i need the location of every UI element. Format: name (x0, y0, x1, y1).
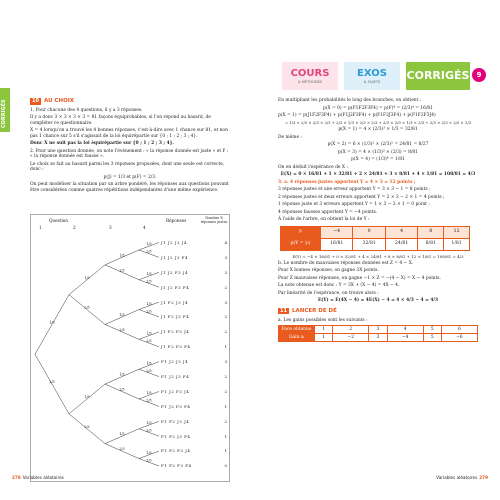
outcome-seq: J1 J2 F3 J4 (161, 269, 189, 275)
tree-row (161, 399, 227, 414)
footer-label-left: Variables aléatoires (22, 474, 64, 480)
outcome-seq: F1 J2 J3 F4 (161, 373, 190, 379)
chapter-badge: 9 (472, 68, 486, 82)
section-nav (282, 62, 470, 90)
section-title: LANCER DE DÉ (291, 307, 337, 314)
paragraph: Par linéarité de l'espérance, on trouve alors : (278, 290, 379, 296)
branch-probability: 1/3 (146, 331, 152, 336)
branch-probability: 2/3 (146, 428, 152, 433)
tab-cours-title: COURS (290, 67, 330, 79)
table-cell: 8/81 (418, 238, 444, 250)
tree-row (161, 339, 227, 354)
table-row (281, 238, 470, 250)
outcome-seq: F1 J2 F3 J4 (161, 388, 190, 394)
tree-row (161, 354, 227, 369)
branch-probability: 2/3 (146, 309, 152, 314)
outcome-seq: F1 F2 F3 J4 (161, 448, 191, 454)
outcome-x: 2 (224, 329, 227, 335)
tree-level-1: 1 (39, 225, 42, 230)
side-tab-label: CORRIGÉS (1, 99, 7, 128)
branch-probability: 1/3 (84, 275, 90, 280)
equation: E(X) = 0 × 16/81 + 1 × 32/81 + 2 × 24/81 + 3 × 8/81 + 4 × 1/81 = 108/81 = 4/3 (280, 172, 476, 178)
paragraph (278, 180, 478, 186)
outcome-seq: J1 J2 J3 F4 (161, 254, 189, 260)
tree-header-reponses: Réponses (166, 218, 187, 223)
section-title: AU CHOIX (43, 98, 75, 104)
paragraph: Le choix se fait au hasard parmi les 3 réponses proposées, dont une seule est correcte, donc : (30, 161, 225, 173)
table-cell: 4 (387, 326, 423, 334)
tree-row (161, 265, 227, 280)
tab-cours-sub: & MÉTHODES (297, 80, 323, 84)
footer-left (10, 475, 64, 480)
equation: = 1/3 × 2/3 × 2/3 × 2/3 + 2/3 × 1/3 × 2/3 × 2/3 + 2/3 × 2/3 × 1/3 × 2/3 + 2/3 × 2/3 × 2/3 × 1/3 (284, 119, 472, 125)
tab-exos[interactable] (344, 62, 400, 90)
tree-outcomes (161, 235, 227, 473)
equation: p(X = 2) = 6 × (1/3)² × (2/3)² = 24/81 = 8/27 (327, 142, 429, 148)
paragraph: 3 réponses justes et une erreur apportent Y = 3 × 3 − 1 = 8 points ; (278, 187, 431, 193)
table-cell: 8 (418, 226, 444, 238)
table-cell: 3 (369, 334, 387, 342)
tree-row (161, 250, 227, 265)
outcome-x: 3 (224, 299, 227, 305)
branch-probability: 1/3 (119, 313, 125, 317)
tree-header-question: Question (49, 218, 68, 223)
branch-probability: 1/3 (119, 253, 125, 258)
outcome-seq: F1 J2 F3 F4 (161, 403, 191, 409)
branch-probability: 1/3 (49, 320, 55, 325)
branch-probability: 2/3 (119, 387, 125, 392)
tree-row (161, 295, 227, 310)
table-cell: 16/81 (321, 238, 353, 250)
outcome-x: 2 (224, 284, 227, 290)
branch-probability: 2/3 (49, 380, 55, 385)
section-number: 11 (280, 308, 287, 315)
paragraph: 2 réponses justes et deux erreurs apportent Y = 2 × 3 − 2 × 1 = 4 points ; (278, 194, 445, 200)
table-cell: 3 (369, 326, 387, 334)
table-cell: −2 (333, 334, 369, 342)
table-cell: 4 (385, 226, 417, 238)
outcome-seq: F1 F2 J3 J4 (161, 418, 190, 424)
paragraph: 1. Pour chacune des 4 questions, il y a 3 réponses. (30, 107, 143, 113)
tree-branch (69, 414, 105, 444)
footer-label-right: Variables aléatoires (436, 474, 478, 480)
paragraph: a. Les gains possibles sont les suivants : (278, 317, 368, 323)
section-10-header (30, 98, 230, 105)
probability-tree (30, 214, 230, 482)
page-number-left: 278 (12, 474, 21, 480)
tree-row (161, 429, 227, 444)
left-column (30, 98, 230, 195)
outcome-x: 2 (224, 388, 227, 394)
paragraph: Pour Z mauvaises réponses, on gagne −1 × Z = −(4 − X) = X − 4 points. (278, 275, 441, 281)
outcome-seq: J1 J2 F3 F4 (161, 284, 190, 290)
equation: p(J) = 1/3 et p(F) = 2/3. (103, 174, 157, 180)
q3a-text: 3. a. 4 réponses justes apportent Y = 4 × 3 = 12 points ; (278, 179, 416, 185)
tab-exos-sub: & SUJETS (363, 80, 381, 84)
paragraph: À l'aide de l'arbre, on obtient la loi de Y : (278, 217, 370, 223)
paragraph: De même : (278, 134, 302, 140)
table-cell: −4 (387, 334, 423, 342)
table-cell: 6 (441, 326, 477, 334)
table-cell: −6 (441, 334, 477, 342)
outcome-x: 3 (224, 254, 227, 260)
branch-probability: 2/3 (146, 339, 152, 344)
equation: E(Y) = E(4X − 4) = 4E(X) − 4 = 4 × 4/3 − 4 = 4/3 (317, 298, 439, 304)
branch-probability: 2/3 (119, 327, 125, 332)
table-cell: 5 (423, 334, 441, 342)
footer-right (436, 475, 490, 480)
branch-probability: 2/3 (146, 249, 152, 254)
table-cell: 1 (315, 326, 333, 334)
table-header: Face obtenue (279, 326, 315, 334)
tab-corriges-title: CORRIGÉS (406, 69, 470, 83)
outcome-x: 3 (224, 359, 227, 365)
table-cell: 24/81 (385, 238, 417, 250)
table-header: Gain xᵢ (279, 334, 315, 342)
distribution-table-y (280, 226, 470, 251)
tree-branch (105, 384, 139, 399)
table-row (279, 326, 478, 334)
outcome-seq: J1 F2 J3 J4 (161, 299, 189, 305)
tree-level-2: 2 (73, 225, 76, 230)
tab-corriges[interactable] (406, 62, 470, 90)
tree-level-3: 3 (109, 225, 112, 230)
table-header: p(Y = yᵢ) (281, 238, 321, 250)
right-column (278, 98, 478, 342)
branch-probability: 2/3 (119, 447, 125, 452)
branch-probability: 2/3 (146, 368, 152, 373)
tree-row (161, 235, 227, 250)
outcome-x: 2 (224, 314, 227, 320)
outcome-x: 3 (224, 269, 227, 275)
branch-probability: 2/3 (84, 305, 90, 310)
branch-probability: 2/3 (146, 279, 152, 284)
tree-row (161, 384, 227, 399)
branch-probability: 2/3 (146, 458, 152, 463)
paragraph: Pour X bonnes réponses, on gagne 3X points. (278, 268, 379, 274)
tree-row (161, 369, 227, 384)
table-row (281, 226, 470, 238)
tree-row (161, 309, 227, 324)
section-number: 10 (32, 98, 39, 105)
paragraph: 2. Pour une question donnée, on note l'évènement : « la réponse donnée est juste » et F : « la réponse donnée est fausse ». (30, 148, 229, 160)
tab-exos-title: EXOS (357, 67, 387, 79)
table-cell: 32/81 (353, 238, 385, 250)
paragraph: On peut modéliser la situation par un arbre pondéré, les réponses aux questions pouvant être considérées comme quatres répétitions indépendantes d'une même expérience. (30, 182, 229, 193)
branch-probability: 2/3 (84, 424, 90, 429)
side-tab-corriges (0, 88, 10, 132)
equation: p(X = 1) = p(J1F2F3F4) + p(F1J2F3F4) + p(F1F2J3F4) + p(F1F2F3J4) (278, 113, 436, 118)
tree-row (161, 280, 227, 295)
tree-row (161, 443, 227, 458)
table-row (279, 334, 478, 342)
paragraph: Donc X ne suit pas la loi équirépartie sur {0 ; 1 ; 2 ; 3 ; 4}. (30, 141, 174, 147)
outcome-x: 0 (224, 463, 227, 469)
page-number-right: 279 (479, 474, 488, 480)
paragraph: On en déduit l'espérance de X : (278, 164, 348, 170)
equation: p(X = 3) = 4 × (1/3)³ × (2/3) = 8/81 (338, 149, 418, 155)
paragraph: 1 réponse juste et 3 erreurs apportent Y = 1 × 3 − 3 × 1 = 0 point ; (278, 202, 430, 208)
paragraph: X = 4 lorsqu'on a trouvé les 4 bonnes réponses, c'est-à-dire avec 1 chance sur 81, et non pas 1 chance sur 5 s'il s'agissait de la loi équirépartie sur {0 ; 1 ; 2 ; 3 ; 4}. (30, 128, 228, 139)
outcome-x: 1 (224, 344, 227, 350)
outcome-x: 2 (224, 373, 227, 379)
table-cell: 2 (333, 326, 369, 334)
gains-table (278, 325, 478, 342)
table-cell: 0 (353, 226, 385, 238)
outcome-x: 2 (224, 418, 227, 424)
branch-probability: 1/3 (119, 432, 125, 437)
outcome-seq: J1 F2 F3 J4 (161, 329, 190, 335)
branch-probability: 1/3 (146, 242, 152, 247)
outcome-seq: J1 F2 J3 F4 (161, 314, 190, 320)
outcome-seq: F1 F2 J3 F4 (161, 433, 191, 439)
table-cell: 5 (423, 326, 441, 334)
outcome-seq: F1 J2 J3 J4 (161, 359, 189, 365)
section-11-header (278, 308, 478, 315)
equation: p(X = 4) = (1/3)⁴ = 1/81 (351, 157, 405, 163)
branch-probability: 1/3 (119, 372, 125, 377)
branch-probability: 2/3 (119, 268, 125, 273)
branch-probability: 1/3 (84, 394, 90, 399)
outcome-seq: J1 J2 J3 J4 (161, 239, 187, 245)
table-cell: 1/81 (444, 238, 470, 250)
branch-probability: 1/3 (146, 391, 152, 396)
outcome-x: 1 (224, 403, 227, 409)
tree-branch (69, 265, 105, 295)
paragraph: En multipliant les probabilités le long des branches, on obtient : (278, 98, 422, 103)
equation: p(X = 0) = p(F1F2F3F4) = p(F)⁴ = (2/3)⁴ = 16/81 (322, 105, 434, 111)
table-header: yᵢ (281, 226, 321, 238)
tree-row (161, 414, 227, 429)
tree-row (161, 458, 227, 473)
table-cell: 1 (315, 334, 333, 342)
branch-probability: 1/3 (146, 450, 152, 455)
equation: p(X = 1) = 4 × (2/3)³ × 1/3 = 32/81 (338, 127, 418, 133)
tab-cours[interactable] (282, 62, 338, 90)
branch-probability: 1/3 (146, 421, 152, 426)
paragraph: La note obtenue est donc : Y = 3X + (X − 4) = 4X − 4. (278, 283, 400, 289)
tree-branch (105, 310, 139, 325)
branch-probability: 1/3 (146, 361, 152, 366)
tree-row (161, 324, 227, 339)
paragraph: 4 réponses fausses apportent Y = −4 points. (278, 209, 378, 215)
branch-probability: 1/3 (146, 301, 152, 306)
outcome-x: 1 (224, 433, 227, 439)
outcome-x: 1 (224, 448, 227, 454)
paragraph: b. Le nombre de mauvaises réponses données est Z = 4 − X. (278, 260, 414, 266)
table-cell: 12 (444, 226, 470, 238)
equation: E(Y) = −4 × 16/81 + 0 × 32/81 + 4 × 24/81 + 8 × 8/81 + 12 × 1/81 = 108/81 = 4/3 (292, 253, 464, 259)
tree-level-4: 4 (143, 225, 146, 230)
branch-probability: 2/3 (146, 398, 152, 403)
paragraph: Il y a donc 3 × 3 × 3 × 3 = 81 façons équiprobables, si l'on répond au hasard, de compléter ce questionnaire. (30, 115, 211, 126)
table-cell: −4 (321, 226, 353, 238)
branch-probability: 1/3 (146, 272, 152, 277)
outcome-seq: J1 F2 F3 F4 (161, 344, 191, 350)
outcome-seq: F1 F2 F3 F4 (161, 463, 192, 469)
tree-header-nombre: Nombre X réponses justes (200, 216, 228, 225)
outcome-x: 4 (224, 239, 227, 245)
